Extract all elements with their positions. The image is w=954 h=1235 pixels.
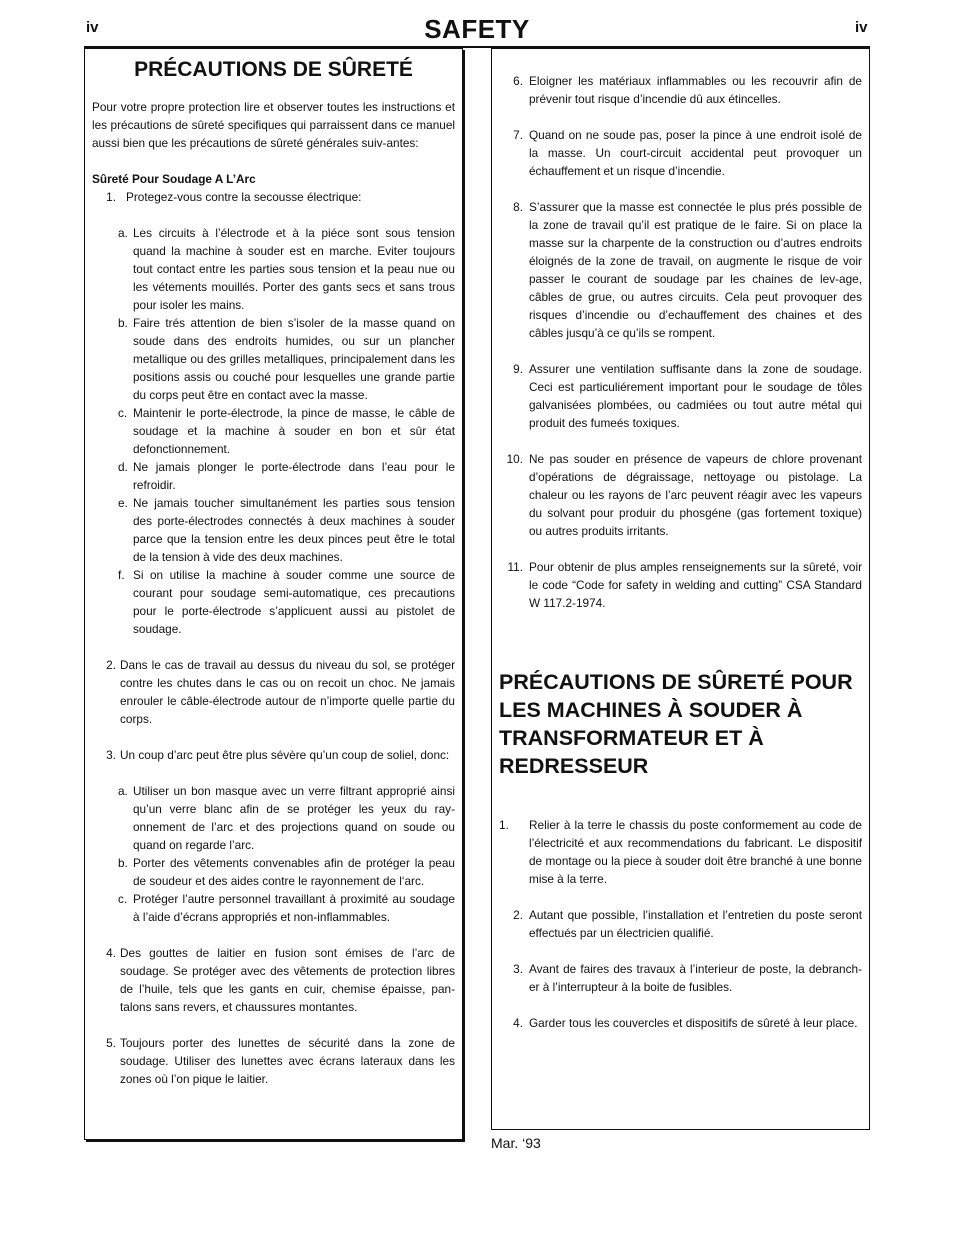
list-item: 2. Dans le cas de travail au dessus du niveau du sol, se protéger contre les chutes dans le cas ou on recoit un choc. Ne jamais enrouler le câble-électrode autour de n’importe quelle partie du corps. [106, 658, 455, 726]
sub-list [92, 224, 455, 638]
list-item: 1. Protegez-vous contre la secousse électrique: [106, 190, 362, 204]
list-item: 3. Avant de faires des travaux à l’interieur de poste, la debranch-er à l’interrupteur à la boite de fusibles. [513, 962, 862, 994]
list-item: a. Les circuits à l’électrode et à la piéce sont sous tension quand la machine à souder est en marche. Eviter toujours tout contact entre les parties sous tension et la peau nue ou les vétements mouillés. Porter des gants secs et sans trous pour isoler les mains. [118, 226, 455, 312]
revision-date: Mar. ‘93 [491, 1135, 541, 1151]
list-item: b. Porter des vêtements convenables afin de protéger la peau de soudeur et des aides contre le rayonnement de l‘arc. [118, 856, 455, 888]
intro-paragraph: Pour votre propre protection lire et observer toutes les instructions et les précautions de sûreté specifiques qui parraissent dans ce manuel aussi bien que les précautions de sûreté générales suiv-antes: [92, 100, 455, 150]
list-item: f. Si on utilise la machine à souder comme une source de courant pour soudage semi-automatique, ces precautions pour le porte-électrode s’applicuent aussi au pistolet de soudage. [118, 568, 455, 636]
transformer-section-heading: PRÉCAUTIONS DE SÛRETÉ POUR LES MACHINES À SOUDER À TRANSFORMATEUR ET À REDRESSEUR [499, 670, 853, 778]
left-heading: PRÉCAUTIONS DE SÛRETÉ [134, 58, 413, 81]
arc-welding-subheading: Sûreté Pour Soudage A L’Arc [92, 172, 256, 186]
list-item: 7. Quand on ne soude pas, poser la pince à une endroit isolé de la masse. Un court-circuit accidental peut provoquer un échauffement et un risque d’incendie. [513, 128, 862, 178]
right-safety-box [491, 48, 870, 1130]
list-item: a. Utiliser un bon masque avec un verre filtrant approprié ainsi qu’un verre blanc afin de se protéger les yeux du ray-onnement de l’arc et des projections quand on soude ou quand on regarde l’arc. [118, 784, 455, 852]
list-item: 8. S’assurer que la masse est connectée le plus prés possible de la zone de travail qu’il est pratique de le faire. Si on place la masse sur la charpente de la construction ou d’autres endroits éloignés de la zone de travail, on augmente le risque de voir passer le courant de soudage par les chaines de lev-age, câbles de grue, ou autres circuits. Cela peut provoquer des risques d’incendie ou d’echauffement des chaines et des câbles jusqu’à ce qu’ils se rompent. [513, 200, 862, 340]
list-item: c. Protéger l’autre personnel travaillant à proximité au soudage à l’aide d’écrans appropriés et non-inflammables. [118, 892, 455, 924]
list-item: 4. Garder tous les couvercles et dispositifs de sûreté à leur place. [513, 1016, 858, 1030]
list-item: 9. Assurer une ventilation suffisante dans la zone de soudage. Ceci est particuliérement important pour le soudage de tôles galvanisées plombées, ou cadmiées ou tout autre métal qui produit des fumeés toxiques. [513, 362, 862, 430]
list-item: c. Maintenir le porte-électrode, la pince de masse, le câble de soudage et la machine à souder en bon et sûr état defonctionnement. [118, 406, 455, 456]
sub-list [92, 782, 455, 926]
list-item: 1. Relier à la terre le chassis du poste conformement au code de l’électricité et aux recommendations du fabricant. Le dispositif de montage ou la piece à souder doit être branché à une bonne mise à la terre. [499, 818, 862, 886]
list-item: 11. Pour obtenir de plus amples renseignements sur la sûreté, voir le code “Code for safety in welding and cutting” CSA Standard W 117.2-1974. [507, 560, 862, 610]
list-item: 2. Autant que possible, l’installation et l’entretien du poste seront effectués par un électricien qualifié. [513, 908, 862, 940]
list-item: 4. Des gouttes de laitier en fusion sont émises de l’arc de soudage. Se protéger avec des vêtements de protection libres de l’huile, tels que les gants en cuir, chemise épaisse, pan-talons sans revers, et chaussures montantes. [106, 946, 455, 1014]
list-item: 3. Un coup d’arc peut être plus sévère qu’un coup de soliel, donc: [106, 748, 450, 762]
page-title: SAFETY [424, 14, 530, 44]
list-item: 10. Ne pas souder en présence de vapeurs de chlore provenant d’opérations de dégraissage, nettoyage ou pistolage. La chaleur ou les rayons de l’arc peuvent réagir avec les vapeurs du solvant pour produir du phosgéne (gas fortement toxique) ou autres produits irritants. [506, 452, 862, 538]
list-item: e. Ne jamais toucher simultanément les parties sous tension des porte-électrodes connectés à deux machines à souder parce que la tension entre les deux pinces peut être le total de la tension à vide des deux machines. [118, 496, 455, 564]
list-item: b. Faire trés attention de bien s’isoler de la masse quand on soude dans des endroits humides, ou sur un plancher metallique ou des grilles metalliques, principalement dans les positions assis ou couché pour lesquelles une grande partie du corps peut être en contact avec la masse. [118, 316, 455, 402]
list-item: 5. Toujours porter des lunettes de sécurité dans la zone de soudage. Utiliser des lunettes avec écrans lateraux dans les zones où l’on pique le laitier. [106, 1036, 455, 1086]
page-number-left: iv [86, 19, 99, 36]
left-safety-box [84, 48, 463, 1140]
list-item: d. Ne jamais plonger le porte-électrode dans l’eau pour le refroidir. [118, 460, 455, 492]
list-item: 6. Eloigner les matériaux inflammables ou les recouvrir afin de prévenir tout risque d’incendie dû aux étincelles. [513, 74, 862, 106]
page-number-right: iv [855, 19, 868, 36]
